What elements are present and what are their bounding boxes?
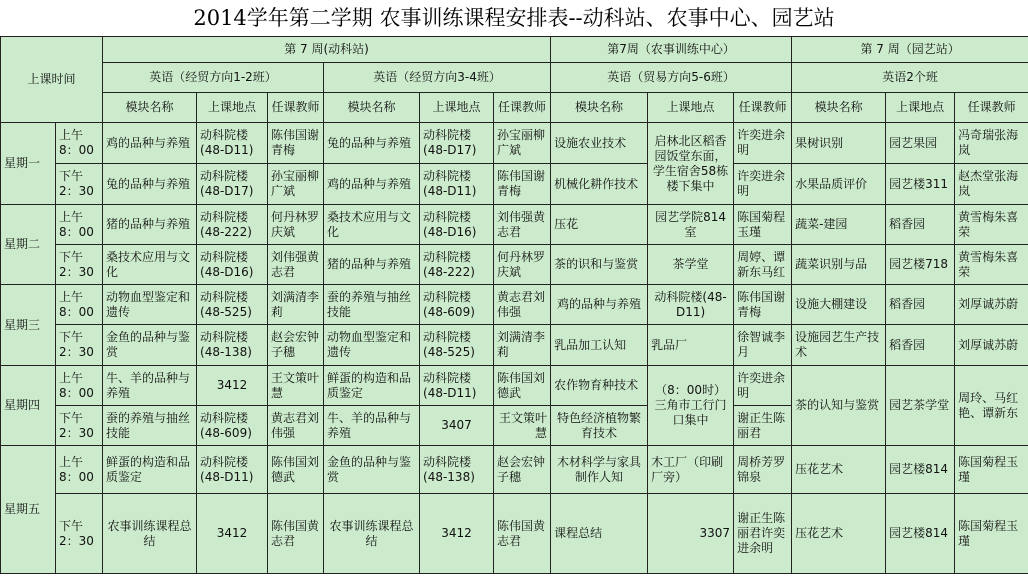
cell: 谢正生陈丽君许奕进余明: [734, 494, 792, 574]
cell: 鲜蛋的构造和品质鉴定: [324, 366, 420, 406]
cell: 刘厚诚苏蔚: [955, 325, 1028, 366]
cell: 兔的品种与养殖: [103, 164, 197, 205]
cell: 牛、羊的品种与养殖: [103, 366, 197, 406]
cell: 蚕的养殖与抽丝技能: [103, 406, 197, 446]
cell: 动科院楼(48-D17): [197, 164, 268, 205]
cell: 压花: [551, 205, 648, 245]
cell: 陈伟国谢青梅: [734, 285, 792, 325]
time-slot: 下午 2：30: [56, 325, 103, 366]
cell: 动科院楼(48-D16): [420, 205, 494, 245]
cell: 黄志君刘伟强: [494, 285, 551, 325]
cell: 压花艺术: [792, 494, 886, 574]
table-row: [1, 123, 1028, 164]
col-header: 上课地点: [648, 93, 734, 123]
col-header: 任课教师: [955, 93, 1028, 123]
table-row: [1, 164, 1028, 205]
cell: 冯奇瑞张海岚: [955, 123, 1028, 164]
table-row: [1, 494, 1028, 574]
cell: 园艺果园: [886, 123, 955, 164]
cell: 陈伟国刘德武: [494, 366, 551, 406]
table-row: [1, 245, 1028, 285]
time-slot: 上午 8：00: [56, 123, 103, 164]
cell: 设施农业技术: [551, 123, 648, 164]
cell: 木材科学与家具制作人知: [551, 446, 648, 494]
table-row: [1, 325, 1028, 366]
time-slot: 上午 8：00: [56, 446, 103, 494]
day-label: 星期四: [1, 366, 56, 446]
cell: 动科院楼(48-222): [197, 205, 268, 245]
cell: 动物血型鉴定和遗传: [103, 285, 197, 325]
day-label: 星期三: [1, 285, 56, 366]
cell: 刘满清李莉: [268, 285, 324, 325]
col-header: 模块名称: [551, 93, 648, 123]
col-header: 模块名称: [792, 93, 886, 123]
col-header: 上课地点: [197, 93, 268, 123]
cell: 鸡的品种与养殖: [324, 164, 420, 205]
cell: 何丹林罗庆斌: [494, 245, 551, 285]
cell: 许奕进余明: [734, 164, 792, 205]
table-row: [1, 446, 1028, 494]
cell: 设施园艺生产技术: [792, 325, 886, 366]
col-header: 任课教师: [494, 93, 551, 123]
time-slot: 上午 8：00: [56, 366, 103, 406]
col-header: 模块名称: [324, 93, 420, 123]
cell: 蔬菜-建园: [792, 205, 886, 245]
cell: 桑技术应用与文化: [103, 245, 197, 285]
cell: 陈伟国黄志君: [494, 494, 551, 574]
col-header: 模块名称: [103, 93, 197, 123]
cell: 农事训练课程总结: [324, 494, 420, 574]
cell: 许奕进余明: [734, 123, 792, 164]
week-header-nongshi: 第7周（农事训练中心）: [551, 37, 792, 63]
cell: 周桥芳罗锦泉: [734, 446, 792, 494]
cell: 鸡的品种与养殖: [551, 285, 648, 325]
cell: 陈国菊程玉瑾: [955, 494, 1028, 574]
cell: 刘伟强黄志君: [268, 245, 324, 285]
cell: 农作物育种技术: [551, 366, 648, 406]
cell: 周玲、马红艳、谭新东: [955, 366, 1028, 446]
cell: 动科院楼(48-D11): [420, 366, 494, 406]
day-label: 星期一: [1, 123, 56, 205]
cell: 陈国菊程玉瑾: [734, 205, 792, 245]
col-header: 上课地点: [420, 93, 494, 123]
cell: 3412: [197, 366, 268, 406]
cell: 刘满清李莉: [494, 325, 551, 366]
cell: 陈伟国谢青梅: [494, 164, 551, 205]
time-slot: 下午 2：30: [56, 406, 103, 446]
cell: 园艺楼814: [886, 494, 955, 574]
cell: 3407: [420, 406, 494, 446]
cell: 金鱼的品种与鉴赏: [324, 446, 420, 494]
cell: 动科院楼(48-525): [420, 325, 494, 366]
table-row: [1, 366, 1028, 406]
cell: 蔬菜识别与品: [792, 245, 886, 285]
cell: 设施大棚建设: [792, 285, 886, 325]
cell: 乳品厂: [648, 325, 734, 366]
cell: 刘伟强黄志君: [494, 205, 551, 245]
cell: 鸡的品种与养殖: [103, 123, 197, 164]
cell: 刘厚诚苏蔚: [955, 285, 1028, 325]
week-header-dongke: 第 7 周(动科站): [103, 37, 551, 63]
cell: 动科院楼(48-609): [197, 406, 268, 446]
cell: 何丹林罗庆斌: [268, 205, 324, 245]
col-header: 上课地点: [886, 93, 955, 123]
cell: 园艺学院814室: [648, 205, 734, 245]
cell: 动科院楼(48-D11): [648, 285, 734, 325]
cell: （8：00时）三角市工行门口集中: [648, 366, 734, 446]
cell: 赵杰堂张海岚: [955, 164, 1028, 205]
cell: 谢正生陈丽君: [734, 406, 792, 446]
col-header: 任课教师: [268, 93, 324, 123]
cell: 3412: [420, 494, 494, 574]
cell: 特色经济植物繁育技术: [551, 406, 648, 446]
cell: 稻香园: [886, 325, 955, 366]
cell: 稻香园: [886, 205, 955, 245]
cell: 黄志君刘伟强: [268, 406, 324, 446]
cell: 动科院楼(48-D11): [197, 446, 268, 494]
cell: 王文策叶慧: [494, 406, 551, 446]
cell: 3307: [648, 494, 734, 574]
col-header: 任课教师: [734, 93, 792, 123]
cell: 园艺楼311: [886, 164, 955, 205]
schedule-table: [0, 36, 1028, 574]
cell: 猪的品种与养殖: [324, 245, 420, 285]
day-label: 星期五: [1, 446, 56, 574]
cell: 果树识别: [792, 123, 886, 164]
cell: 许奕进余明: [734, 366, 792, 406]
cell: 王文策叶慧: [268, 366, 324, 406]
cell: 茶学堂: [648, 245, 734, 285]
cell: 赵会宏钟子穗: [268, 325, 324, 366]
page-title: 2014学年第二学期 农事训练课程安排表--动科站、农事中心、园艺站: [193, 6, 835, 30]
cell: 黄雪梅朱喜荣: [955, 205, 1028, 245]
cell: 陈国菊程玉瑾: [955, 446, 1028, 494]
cell: 园艺楼718: [886, 245, 955, 285]
cell: 乳品加工认知: [551, 325, 648, 366]
cell: 稻香园: [886, 285, 955, 325]
cell: 猪的品种与养殖: [103, 205, 197, 245]
time-header: 上课时间: [1, 37, 103, 123]
time-slot: 上午 8：00: [56, 205, 103, 245]
cell: 周婷、谭新东马红: [734, 245, 792, 285]
class-header-1: 英语（经贸方向1-2班）: [103, 63, 324, 93]
cell: 压花艺术: [792, 446, 886, 494]
cell: 动科院楼(48-138): [197, 325, 268, 366]
cell: 动科院楼(48-609): [420, 285, 494, 325]
time-slot: 下午 2：30: [56, 164, 103, 205]
cell: 农事训练课程总结: [103, 494, 197, 574]
class-header-4: 英语2个班: [792, 63, 1028, 93]
cell: 动科院楼(48-138): [420, 446, 494, 494]
cell: 3412: [197, 494, 268, 574]
cell: 桑技术应用与文化: [324, 205, 420, 245]
cell: 木工厂（印刷厂旁）: [648, 446, 734, 494]
cell: 动科院楼(48-D11): [420, 164, 494, 205]
cell: 动科院楼(48-525): [197, 285, 268, 325]
cell: 黄雪梅朱喜荣: [955, 245, 1028, 285]
cell: 动物血型鉴定和遗传: [324, 325, 420, 366]
class-header-3: 英语（贸易方向5-6班）: [551, 63, 792, 93]
cell: 孙宝丽柳广斌: [494, 123, 551, 164]
cell: 动科院楼(48-D16): [197, 245, 268, 285]
class-header-2: 英语（经贸方向3-4班）: [324, 63, 551, 93]
cell: 动科院楼(48-D17): [420, 123, 494, 164]
cell: 孙宝丽柳广斌: [268, 164, 324, 205]
cell: 茶的识和与鉴赏: [551, 245, 648, 285]
table-row: [1, 205, 1028, 245]
week-header-yuanyi: 第 7 周（园艺站）: [792, 37, 1028, 63]
cell: 启林北区稻香园饭堂东面，学生宿舍58栋楼下集中: [648, 123, 734, 205]
cell: 茶的认知与鉴赏: [792, 366, 886, 446]
cell: 园艺茶学堂: [886, 366, 955, 446]
table-row: [1, 285, 1028, 325]
cell: 鲜蛋的构造和品质鉴定: [103, 446, 197, 494]
time-slot: 上午 8：00: [56, 285, 103, 325]
cell: 徐智诚李月: [734, 325, 792, 366]
cell: 园艺楼814: [886, 446, 955, 494]
cell: 动科院楼(48-222): [420, 245, 494, 285]
cell: 动科院楼(48-D11): [197, 123, 268, 164]
cell: 课程总结: [551, 494, 648, 574]
day-label: 星期二: [1, 205, 56, 285]
cell: 兔的品种与养殖: [324, 123, 420, 164]
time-slot: 下午 2：30: [56, 494, 103, 574]
time-slot: 下午 2：30: [56, 245, 103, 285]
cell: 陈伟国黄志君: [268, 494, 324, 574]
cell: 陈伟国刘德武: [268, 446, 324, 494]
cell: 蚕的养殖与抽丝技能: [324, 285, 420, 325]
cell: 机械化耕作技术: [551, 164, 648, 205]
cell: 水果品质评价: [792, 164, 886, 205]
cell: 陈伟国谢青梅: [268, 123, 324, 164]
cell: 金鱼的品种与鉴赏: [103, 325, 197, 366]
cell: 牛、羊的品种与养殖: [324, 406, 420, 446]
cell: 赵会宏钟子穗: [494, 446, 551, 494]
